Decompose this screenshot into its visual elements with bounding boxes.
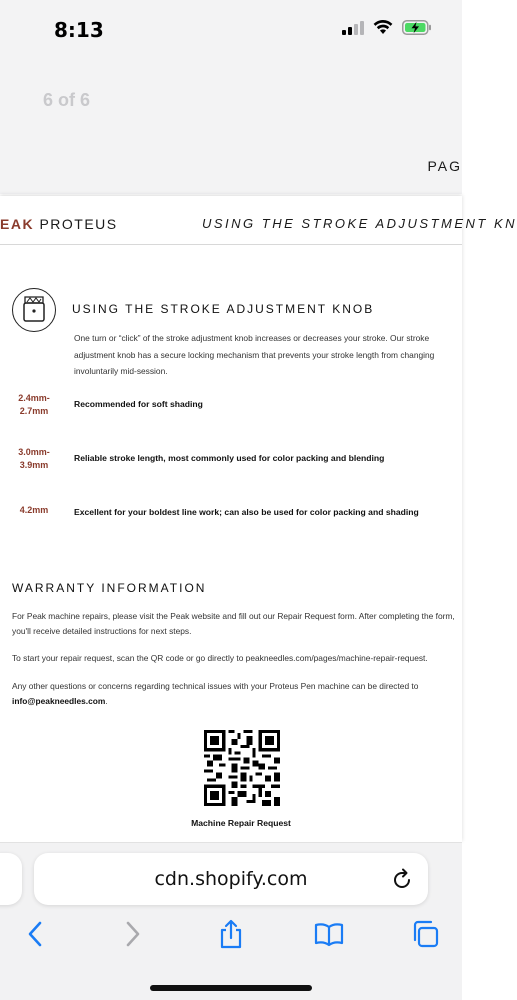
bookmarks-icon <box>314 922 344 946</box>
stroke-length <box>10 446 58 472</box>
warranty-text: . <box>105 696 108 706</box>
stroke-length <box>10 504 58 517</box>
status-time: 8:13 <box>54 18 104 42</box>
browser-chrome <box>0 842 462 1000</box>
support-email-link[interactable]: info@peakneedles.com <box>12 696 106 706</box>
status-bar <box>0 0 462 58</box>
url-text: cdn.shopify.com <box>154 868 308 890</box>
bookmarks-button[interactable] <box>314 919 344 949</box>
stroke-length <box>10 392 58 418</box>
running-title: USING THE STROKE ADJUSTMENT KN <box>202 216 517 231</box>
warranty-paragraph: To start your repair request, scan the QR code or go directly to peakneedles.com/pages/machine-repair-request. <box>12 653 428 663</box>
warranty-paragraph: For Peak machine repairs, please visit the Peak website and fill out our Repair Request form. After completing the form, you'll receive detailed instructions for next steps. <box>12 611 455 636</box>
forward-button[interactable] <box>118 919 148 949</box>
stroke-description: Recommended for soft shading <box>74 399 203 409</box>
stroke-row <box>0 392 462 428</box>
stroke-knob-icon <box>12 288 56 332</box>
tabs-button[interactable] <box>410 919 440 949</box>
stroke-description: Excellent for your boldest line work; can also be used for color packing and shading <box>74 507 419 517</box>
repair-request-qr-code[interactable] <box>204 730 280 806</box>
back-icon <box>27 921 43 947</box>
battery-charging-icon <box>402 20 432 35</box>
stroke-row <box>0 446 462 482</box>
stroke-length-line: 2.4mm- <box>18 393 50 403</box>
header-divider <box>0 244 462 245</box>
previous-page-header: PAG <box>427 158 462 174</box>
status-icons <box>342 20 432 35</box>
tabs-icon <box>411 920 439 948</box>
previous-tab-preview[interactable] <box>0 853 22 905</box>
wifi-icon <box>373 20 393 35</box>
stroke-length-line: 3.9mm <box>19 460 49 470</box>
warranty-text: Any other questions or concerns regarding technical issues with your Proteus Pen machine can be directed to <box>12 681 419 691</box>
brand-prefix: EAK <box>0 216 35 232</box>
page-counter: 6 of 6 <box>43 90 91 110</box>
warranty-paragraph <box>12 679 464 709</box>
back-button[interactable] <box>20 919 50 949</box>
stroke-length-line: 4.2mm <box>19 505 49 515</box>
share-icon <box>218 919 244 949</box>
forward-icon <box>125 921 141 947</box>
section-title: USING THE STROKE ADJUSTMENT KNOB <box>72 302 375 316</box>
cellular-signal-icon <box>342 21 364 35</box>
share-button[interactable] <box>216 919 246 949</box>
stroke-description: Reliable stroke length, most commonly used for color packing and blending <box>74 453 385 463</box>
stroke-length-line: 2.7mm <box>19 406 49 416</box>
stroke-row <box>0 504 462 540</box>
address-bar[interactable] <box>34 853 428 905</box>
pdf-viewer-background <box>0 58 462 194</box>
stroke-length-line: 3.0mm- <box>18 447 50 457</box>
warranty-title: WARRANTY INFORMATION <box>12 581 207 595</box>
intro-paragraph: One turn or “click” of the stroke adjustment knob increases or decreases your stroke. Our stroke adjustment knob has a secure locking mechanism that prevents your stroke length from changing involuntarily mid-session. <box>74 333 435 376</box>
brand-suffix: PROTEUS <box>39 216 118 232</box>
qr-caption: Machine Repair Request <box>191 818 291 828</box>
pdf-page[interactable] <box>0 196 517 842</box>
brand-logo <box>0 216 118 232</box>
home-indicator[interactable] <box>150 985 312 991</box>
reload-icon[interactable] <box>390 867 414 891</box>
